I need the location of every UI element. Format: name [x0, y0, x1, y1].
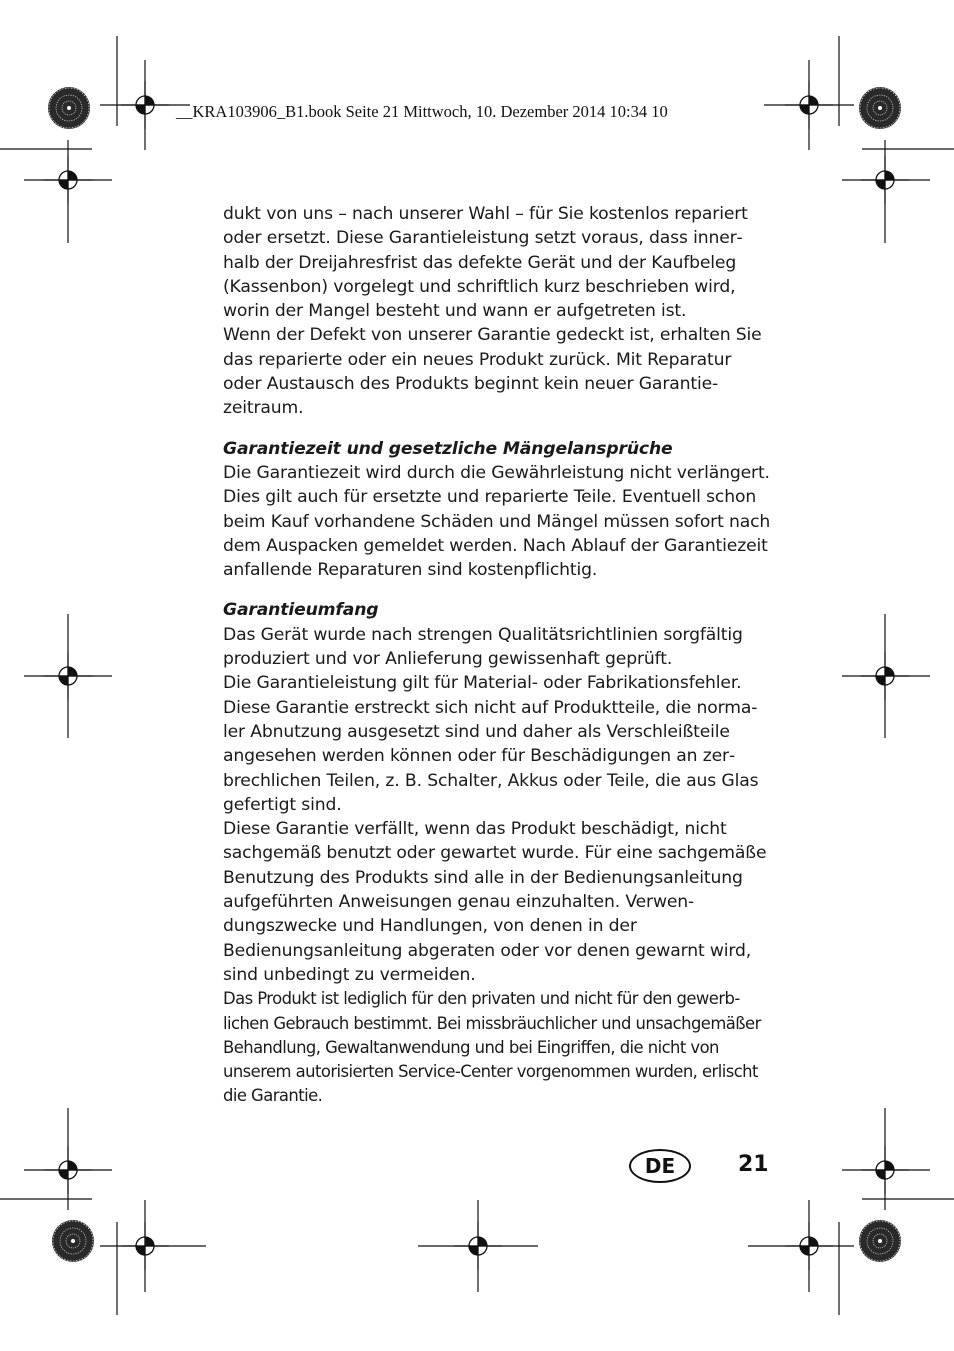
paragraph: dukt von uns – nach unserer Wahl – für Sie kostenlos repariert oder ersetzt. Diese Garantieleistung setzt voraus, dass innerhalb der Dreijahresfrist das defekte Gerät und der Kaufbeleg (Kassenbon) vorgelegt und schriftlich kurz beschrieben wird, worin der Mangel besteht und wann er aufgetreten ist. [223, 204, 748, 322]
section-heading: Garantieumfang [223, 600, 379, 621]
section-heading: Garantiezeit und gesetzliche Mängelansprüche [223, 438, 673, 459]
paragraph: Wenn der Defekt von unserer Garantie gedeckt ist, erhalten Sie das reparierte oder ein neues Produkt zurück. Mit Reparatur oder Austausch des Produkts beginnt kein neuer Garantiezeitraum. [223, 325, 762, 419]
print-header: __KRA103906_B1.book Seite 21 Mittwoch, 10. Dezember 2014 10:34 10 [176, 102, 668, 121]
spacer [223, 421, 771, 437]
star-target-icon [859, 1220, 901, 1262]
paragraph: Die Garantieleistung gilt für Material- oder Fabrikationsfehler. Diese Garantie erstreckt sich nicht auf Produktteile, die normaler Abnutzung ausgesetzt sind und daher als Verschleißteile angesehen werden können oder für Beschädigungen an zerbrechlichen Teilen, z. B. Schalter, Akkus oder Teile, die aus Glas gefertigt sind. [223, 673, 759, 815]
paragraph: Diese Garantie verfällt, wenn das Produkt beschädigt, nicht sachgemäß benutzt oder gewartet wurde. Für eine sachgemäße Benutzung des Produkts sind alle in der Bedienungsanleitung aufgeführten Anweisungen genau einzuhalten. Verwendungszwecke und Handlungen, von denen in der Bedienungsanleitung abgeraten oder vor denen gewarnt wird, sind unbedingt zu vermeiden. [223, 819, 767, 985]
page-number: 21 [738, 1152, 769, 1177]
star-target-icon [48, 87, 90, 129]
page-content [223, 202, 771, 1109]
paragraph: Das Gerät wurde nach strengen Qualitätsrichtlinien sorgfältig produziert und vor Anlieferung gewissenhaft geprüft. [223, 624, 743, 670]
paragraph: Das Produkt ist lediglich für den privaten und nicht für den gewerblichen Gebrauch bestimmt. Bei missbräuchlicher und unsachgemäßer Behandlung, Gewaltanwendung und bei Eingriffen, die nicht von unserem autorisierten Service-Center vorgenommen wurden, erlischt die Garantie. [223, 989, 761, 1106]
star-target-icon [859, 87, 901, 129]
spacer [223, 582, 771, 598]
star-target-icon [52, 1220, 94, 1262]
paragraph: Die Garantiezeit wird durch die Gewährleistung nicht verlängert. Dies gilt auch für ersetzte und reparierte Teile. Eventuell schon beim Kauf vorhandene Schäden und Mängel müssen sofort nach dem Auspacken gemeldet werden. Nach Ablauf der Garantiezeit anfallende Reparaturen sind kostenpflichtig. [223, 462, 771, 581]
language-badge: DE [629, 1149, 691, 1183]
